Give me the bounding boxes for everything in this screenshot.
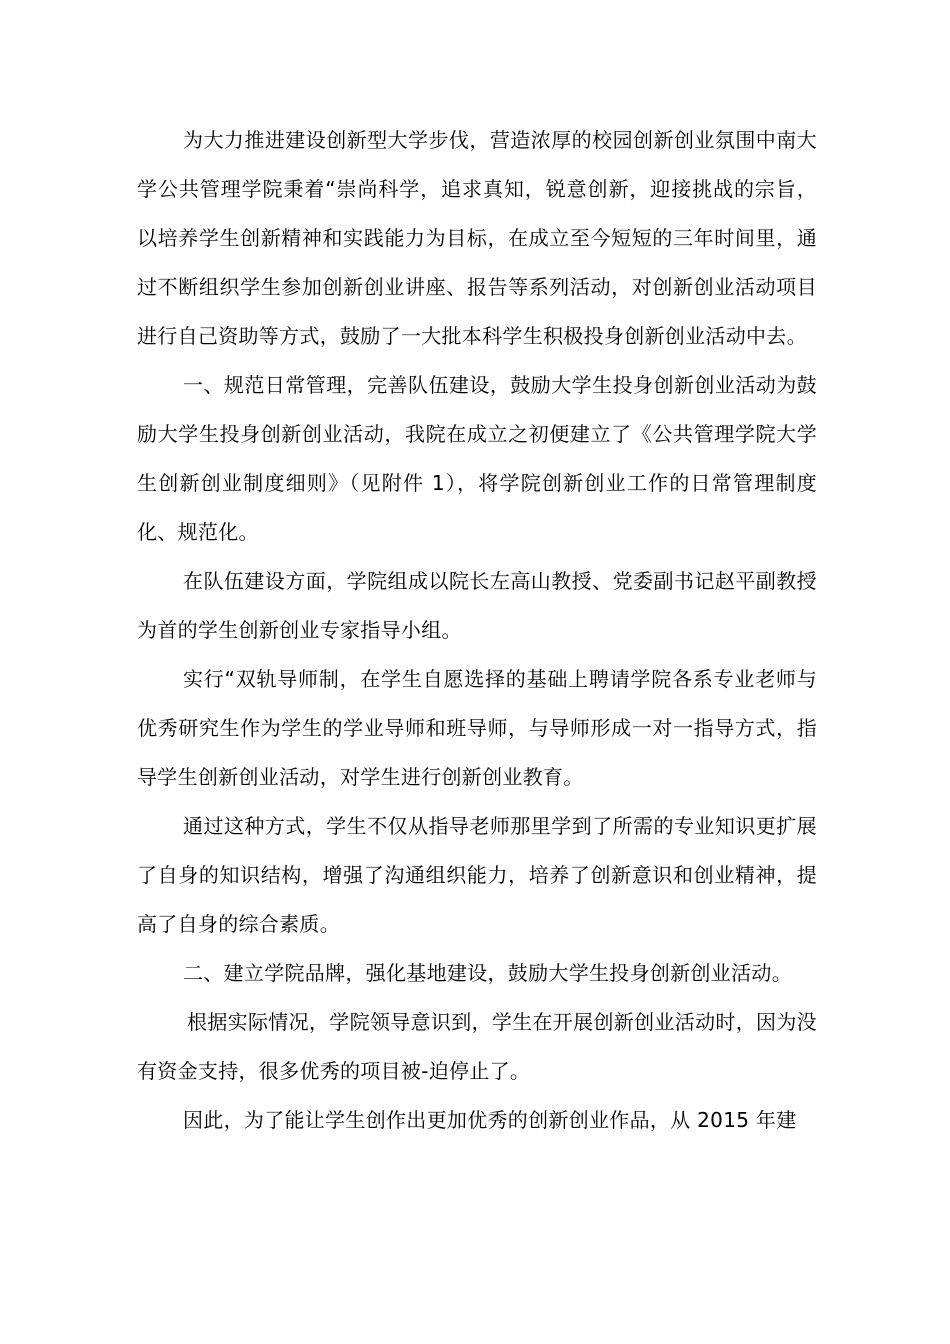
paragraph-benefits: 通过这种方式，学生不仅从指导老师那里学到了所需的专业知识更扩展了自身的知识结构，增强了沟通组织能力，培养了创新意识和创业精神，提高了自身的综合素质。 [137, 814, 817, 936]
paragraph-section-one: 一、规范日常管理，完善队伍建设，鼓励大学生投身创新创业活动为鼓励大学生投身创新创业活动，我院在成立之初便建立了《公共管理学院大学生创新创业制度细则》（见附件 1），将学院创新创业工作的日常管理制度化、规范化。 [137, 373, 817, 544]
paragraph-therefore: 因此，为了能让学生创作出更加优秀的创新创业作品，从 2015 年建 [183, 1108, 797, 1132]
paragraph-team-building: 在队伍建设方面，学院组成以院长左高山教授、党委副书记赵平副教授为首的学生创新创业专家指导小组。 [137, 569, 817, 642]
document-body [137, 116, 817, 1145]
paragraph-section-two: 二、建立学院品牌，强化基地建设，鼓励大学生投身创新创业活动。 [183, 961, 792, 985]
paragraph-intro: 为大力推进建设创新型大学步伐，营造浓厚的校园创新创业氛围中南大学公共管理学院秉着“崇尚科学，追求真知，锐意创新，迎接挑战的宗旨，以培养学生创新精神和实践能力为目标，在成立至今短短的三年时间里，通过不断组织学生参加创新创业讲座、报告等系列活动，对创新创业活动项目进行自己资助等方式，鼓励了一大批本科学生积极投身创新创业活动中去。 [137, 128, 817, 348]
paragraph-funding-issue: 根据实际情况，学院领导意识到，学生在开展创新创业活动时，因为没有资金支持，很多优秀的项目被-迫停止了。 [137, 1010, 817, 1083]
paragraph-dual-mentor: 实行“双轨导师制，在学生自愿选择的基础上聘请学院各系专业老师与优秀研究生作为学生的学业导师和班导师，与导师形成一对一指导方式，指导学生创新创业活动，对学生进行创新创业教育。 [137, 667, 817, 789]
